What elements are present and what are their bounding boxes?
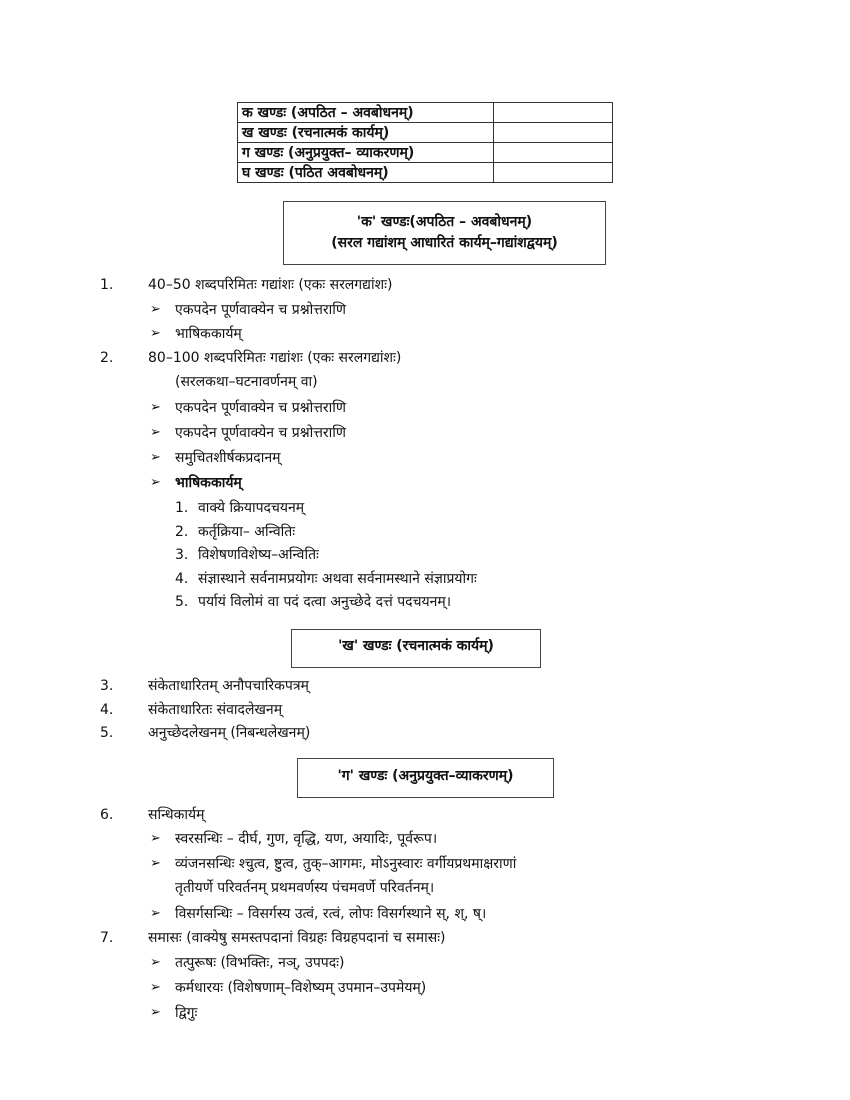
bullet-arrow-icon: ➢ <box>150 856 161 871</box>
sub-item-text: कर्तृक्रिया– अन्वितिः <box>198 524 296 540</box>
table-row <box>238 163 613 183</box>
item-number: 4. <box>100 702 114 718</box>
bullet-arrow-icon: ➢ <box>150 831 161 846</box>
bullet-text: भाषिककार्यम् <box>175 326 242 342</box>
bullet-arrow-icon: ➢ <box>150 450 161 465</box>
table-row <box>238 103 613 123</box>
item-text: सन्धिकार्यम् <box>148 807 205 823</box>
sub-item-text: संज्ञास्थाने सर्वनामप्रयोगः अथवा सर्वनामस्थाने संज्ञाप्रयोगः <box>198 571 477 587</box>
sub-item-number: 4. <box>175 571 189 587</box>
item-number: 2. <box>100 350 114 366</box>
item-number: 3. <box>100 678 114 694</box>
marks-cell <box>494 103 613 123</box>
item-text: समासः (वाक्येषु समस्तपदानां विग्रहः विग्रहपदानां च समासः) <box>148 930 446 946</box>
sub-item-text: वाक्ये क्रियापदचयनम् <box>198 500 305 516</box>
item-number: 6. <box>100 807 114 823</box>
table-row <box>238 123 613 143</box>
bullet-text: तत्पुरूषः (विभक्तिः, नञ्, उपपदः) <box>175 955 345 971</box>
bullet-text: कर्मधारयः (विशेषणाम्–विशेष्यम् उपमान–उपमेयम्) <box>175 980 427 996</box>
bullet-text: द्विगुः <box>175 1005 198 1021</box>
section-cell: क खण्डः (अपठित – अवबोधनम्) <box>238 103 494 123</box>
item-number: 5. <box>100 725 114 741</box>
table-row <box>238 143 613 163</box>
bullet-arrow-icon: ➢ <box>150 1005 161 1020</box>
section-cell: ख खण्डः (रचनात्मकं कार्यम्) <box>238 123 494 143</box>
bullet-arrow-icon: ➢ <box>150 980 161 995</box>
bullet-text: व्यंजनसन्धिः श्चुत्व, ष्टुत्व, तुक्–आगमः, मोऽनुस्वारः वर्गीयप्रथमाक्षराणां <box>175 856 517 872</box>
item-number: 1. <box>100 277 114 293</box>
bullet-text: एकपदेन पूर्णवाक्येन च प्रश्नोत्तराणि <box>175 302 347 318</box>
continuation-text: (सरलकथा–घटनावर्णनम् वा) <box>175 374 318 390</box>
section-cell: घ खण्डः (पठित अवबोधनम्) <box>238 163 494 183</box>
section-ga-title: 'ग' खण्डः (अनुप्रयुक्त–व्याकरणम्) <box>337 768 514 784</box>
bullet-arrow-icon: ➢ <box>150 955 161 970</box>
bullet-text: स्वरसन्धिः – दीर्घ, गुण, वृद्धि, यण, अयादिः, पूर्वरूप। <box>175 831 438 847</box>
sub-item-number: 3. <box>175 547 189 563</box>
bullet-text: भाषिककार्यम् <box>175 475 242 491</box>
section-summary-table <box>237 102 613 183</box>
sub-item-number: 1. <box>175 500 189 516</box>
bullet-arrow-icon: ➢ <box>150 906 161 921</box>
item-text: संकेताधारितः संवादलेखनम् <box>148 702 283 718</box>
item-text: संकेताधारितम् अनौपचारिकपत्रम् <box>148 678 309 694</box>
marks-cell <box>494 123 613 143</box>
bullet-arrow-icon: ➢ <box>150 400 161 415</box>
section-ka-subtitle: (सरल गद्यांशम् आधारितं कार्यम्–गद्यांशद्वयम्) <box>331 235 558 251</box>
sub-item-number: 2. <box>175 524 189 540</box>
sub-item-text: विशेषणविशेष्य–अन्वितिः <box>198 547 319 563</box>
bullet-arrow-icon: ➢ <box>150 425 161 440</box>
bullet-arrow-icon: ➢ <box>150 302 161 317</box>
bullet-arrow-icon: ➢ <box>150 326 161 341</box>
bullet-text: विसर्गसन्धिः – विसर्गस्य उत्वं, रत्वं, लोपः विसर्गस्थाने स्, श्, ष्। <box>175 906 487 922</box>
marks-cell <box>494 143 613 163</box>
bullet-text: एकपदेन पूर्णवाक्येन च प्रश्नोत्तराणि <box>175 425 347 441</box>
item-text: अनुच्छेदलेखनम् (निबन्धलेखनम्) <box>148 725 311 741</box>
item-text: 40–50 शब्दपरिमितः गद्यांशः (एकः सरलगद्यांशः) <box>148 277 393 293</box>
section-kha-heading-box <box>291 629 541 668</box>
item-text: 80–100 शब्दपरिमितः गद्यांशः (एकः सरलगद्यांशः) <box>148 350 402 366</box>
section-ka-heading-box <box>283 201 606 265</box>
marks-cell <box>494 163 613 183</box>
continuation-text: तृतीयर्णे परिवर्तनम् प्रथमवर्णस्य पंचमवर्णे परिवर्तनम्। <box>175 880 435 896</box>
bullet-text: एकपदेन पूर्णवाक्येन च प्रश्नोत्तराणि <box>175 400 347 416</box>
section-cell: ग खण्डः (अनुप्रयुक्त– व्याकरणम्) <box>238 143 494 163</box>
bullet-arrow-icon: ➢ <box>150 475 161 490</box>
bullet-text: समुचितशीर्षकप्रदानम् <box>175 450 281 466</box>
section-kha-title: 'ख' खण्डः (रचनात्मकं कार्यम्) <box>338 638 494 654</box>
section-ga-heading-box <box>297 758 554 798</box>
section-ka-title: 'क' खण्डः(अपठित – अवबोधनम्) <box>356 214 533 230</box>
sub-item-number: 5. <box>175 594 189 610</box>
item-number: 7. <box>100 930 114 946</box>
sub-item-text: पर्यायं विलोमं वा पदं दत्वा अनुच्छेदे दत्तं पदचयनम्। <box>198 594 452 610</box>
